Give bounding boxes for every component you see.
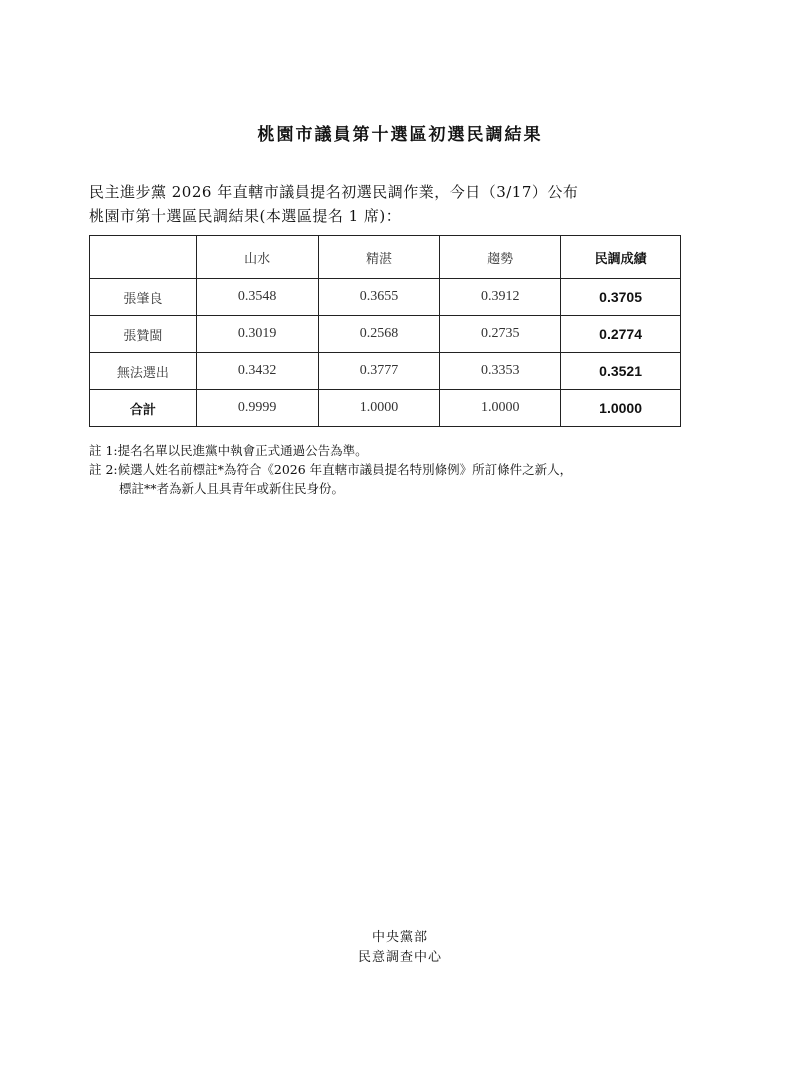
score-cell: 0.3521 bbox=[561, 353, 681, 390]
intro-paragraph bbox=[89, 180, 578, 228]
value-cell: 0.3777 bbox=[318, 353, 440, 390]
table-header-row bbox=[90, 236, 681, 279]
value-cell: 0.3353 bbox=[440, 353, 561, 390]
total-value-cell: 1.0000 bbox=[318, 390, 440, 427]
candidate-name: 張贊閩 bbox=[90, 316, 197, 353]
value-cell: 0.3019 bbox=[196, 316, 318, 353]
header-cell-shanshui: 山水 bbox=[196, 236, 318, 279]
footnotes bbox=[89, 441, 572, 498]
score-cell: 0.3705 bbox=[561, 279, 681, 316]
total-value-cell: 0.9999 bbox=[196, 390, 318, 427]
total-score-cell: 1.0000 bbox=[561, 390, 681, 427]
header-cell-poll-score: 民調成績 bbox=[561, 236, 681, 279]
note-2: 註 2:候選人姓名前標註*為符合《2026 年直轄市議員提名特別條例》所訂條件之新人， bbox=[89, 462, 573, 477]
results-table bbox=[89, 235, 681, 427]
table-row bbox=[90, 279, 681, 316]
page-title: 桃園市議員第十選區初選民調結果 bbox=[257, 125, 543, 145]
total-label: 合計 bbox=[90, 390, 197, 427]
total-value-cell: 1.0000 bbox=[440, 390, 561, 427]
table-row bbox=[90, 353, 681, 390]
intro-line-2: 桃園市第十選區民調結果(本選區提名 1 席)： bbox=[89, 207, 402, 225]
value-cell: 0.3912 bbox=[440, 279, 561, 316]
value-cell: 0.3432 bbox=[196, 353, 318, 390]
value-cell: 0.2568 bbox=[318, 316, 440, 353]
table-row bbox=[90, 316, 681, 353]
issuer-footer bbox=[0, 928, 800, 968]
header-cell-qushi: 趨勢 bbox=[440, 236, 561, 279]
value-cell: 0.3548 bbox=[196, 279, 318, 316]
candidate-name: 張肇良 bbox=[90, 279, 197, 316]
value-cell: 0.2735 bbox=[440, 316, 561, 353]
note-2-continued: 標註**者為新人且具青年或新住民身份。 bbox=[119, 481, 345, 496]
note-1: 註 1:提名名單以民進黨中執會正式通過公告為準。 bbox=[89, 443, 368, 458]
header-cell-jingzhan: 精湛 bbox=[318, 236, 440, 279]
score-cell: 0.2774 bbox=[561, 316, 681, 353]
table-total-row bbox=[90, 390, 681, 427]
value-cell: 0.3655 bbox=[318, 279, 440, 316]
issuer-center: 民意調查中心 bbox=[357, 950, 442, 965]
intro-line-1: 民主進步黨 2026 年直轄市議員提名初選民調作業，今日（3/17）公布 bbox=[89, 183, 579, 201]
header-cell-empty bbox=[90, 236, 197, 279]
candidate-name: 無法選出 bbox=[90, 353, 197, 390]
issuer-dept: 中央黨部 bbox=[371, 930, 428, 945]
